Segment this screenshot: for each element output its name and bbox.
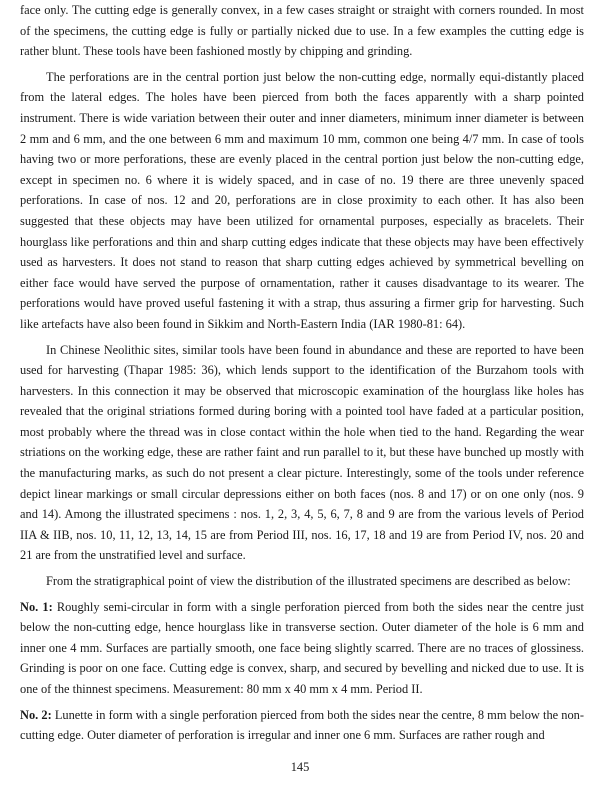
specimen-label: No. 1: [20, 599, 53, 614]
paragraph-stratigraphical: From the stratigraphical point of view the distribution of the illustrated specimens are described as below: [46, 574, 571, 589]
paragraph-continuation: face only. The cutting edge is generally convex, in a few cases straight or straight with corners rounded. In most of the specimens, the cutting edge is fully or partially nicked due to use. In a few examples the cutting edge is rather blunt. These tools have been fashioned mostly by chipping and grinding. [20, 3, 584, 59]
paragraph-perforations: The perforations are in the central portion just below the non-cutting edge, normally equi-distantly placed from the lateral edges. The holes have been pierced from both the faces apparently with a sharp pointed instrument. There is wide variation between their outer and inner diameters, minimum inner diameter is between 2 mm and 6 mm, and the one between 6 mm and maximum 10 mm, common one being 4/7 mm. In case of tools having two or more perforations, these are evenly placed in the central portion just below the non-cutting edge, except in specimen no. 6 where it is widely spaced, and in case of no. 19 there are three unevenly spaced perforations. In case of nos. 12 and 20, perforations are in close proximity to each other. It has also been suggested that these objects may have been utilized for ornamental purposes, especially as bracelets. Their hourglass like perforations and thin and sharp cutting edges indicate that these objects may have been effectively used as harvesters. It does not stand to reason that sharp cutting edges achieved by symmetrical bevelling on either face would have served the purpose of ornamentation, rather it causes disadvantage to its wearer. The perforations would have proved useful fastening it with a strap, thus assuring a firmer grip for harvesting. Such like artefacts have also been found in Sikkim and North-Eastern India (IAR 1980-81: 64). [20, 69, 584, 331]
specimen-label: No. 2: [20, 707, 52, 722]
specimen-description: Roughly semi-circular in form with a single perforation pierced from both the sides near the centre just below the non-cutting edge, hence hourglass like in transverse section. Outer diameter of the hole is 6 mm and inner one 4 mm. Surfaces are partially smooth, one face being slightly scarred. There are no traces of glossiness. Grinding is poor on one face. Cutting edge is convex, sharp, and secured by bevelling and nicked due to use. It is one of the thinnest specimens. Measurement: 80 mm x 40 mm x 4 mm. Period II. [20, 599, 584, 696]
page-number: 145 [290, 760, 310, 774]
document-page [20, 0, 584, 751]
specimen-entry-1 [20, 597, 584, 700]
specimen-entry-2 [20, 705, 584, 746]
specimen-description: Lunette in form with a single perforation pierced from both the sides near the centre, 8 mm below the non-cutting edge. Outer diameter of perforation is irregular and inner one 6 mm. Surfaces are rather rough and [20, 707, 584, 743]
paragraph-chinese-neolithic: In Chinese Neolithic sites, similar tools have been found in abundance and these are reported to have been used for harvesting (Thapar 1985: 36), which lends support to the identification of the Burzahom tools with harvesters. In this connection it may be observed that microscopic examination of the hourglass like holes has revealed that the original striations formed during boring with a pointed tool have faded at a particular position, most probably where the thread was in close contact within the hole when tied to the hand. Regarding the wear striations on the working edge, these are rather faint and run parallel to it, but these have bunched up mostly with the manufacturing marks, as such do not present a clear picture. Interestingly, some of the tools under reference depict linear markings or small circular depressions either on both faces (nos. 8 and 17) or on one only (nos. 9 and 14). Among the illustrated specimens : nos. 1, 2, 3, 4, 5, 6, 7, 8 and 9 are from the various levels of Period IIA & IIB, nos. 10, 11, 12, 13, 14, 15 are from Period III, nos. 16, 17, 18 and 19 are from Period IV, nos. 20 and 21 are from the unstratified level and surface. [20, 342, 584, 563]
